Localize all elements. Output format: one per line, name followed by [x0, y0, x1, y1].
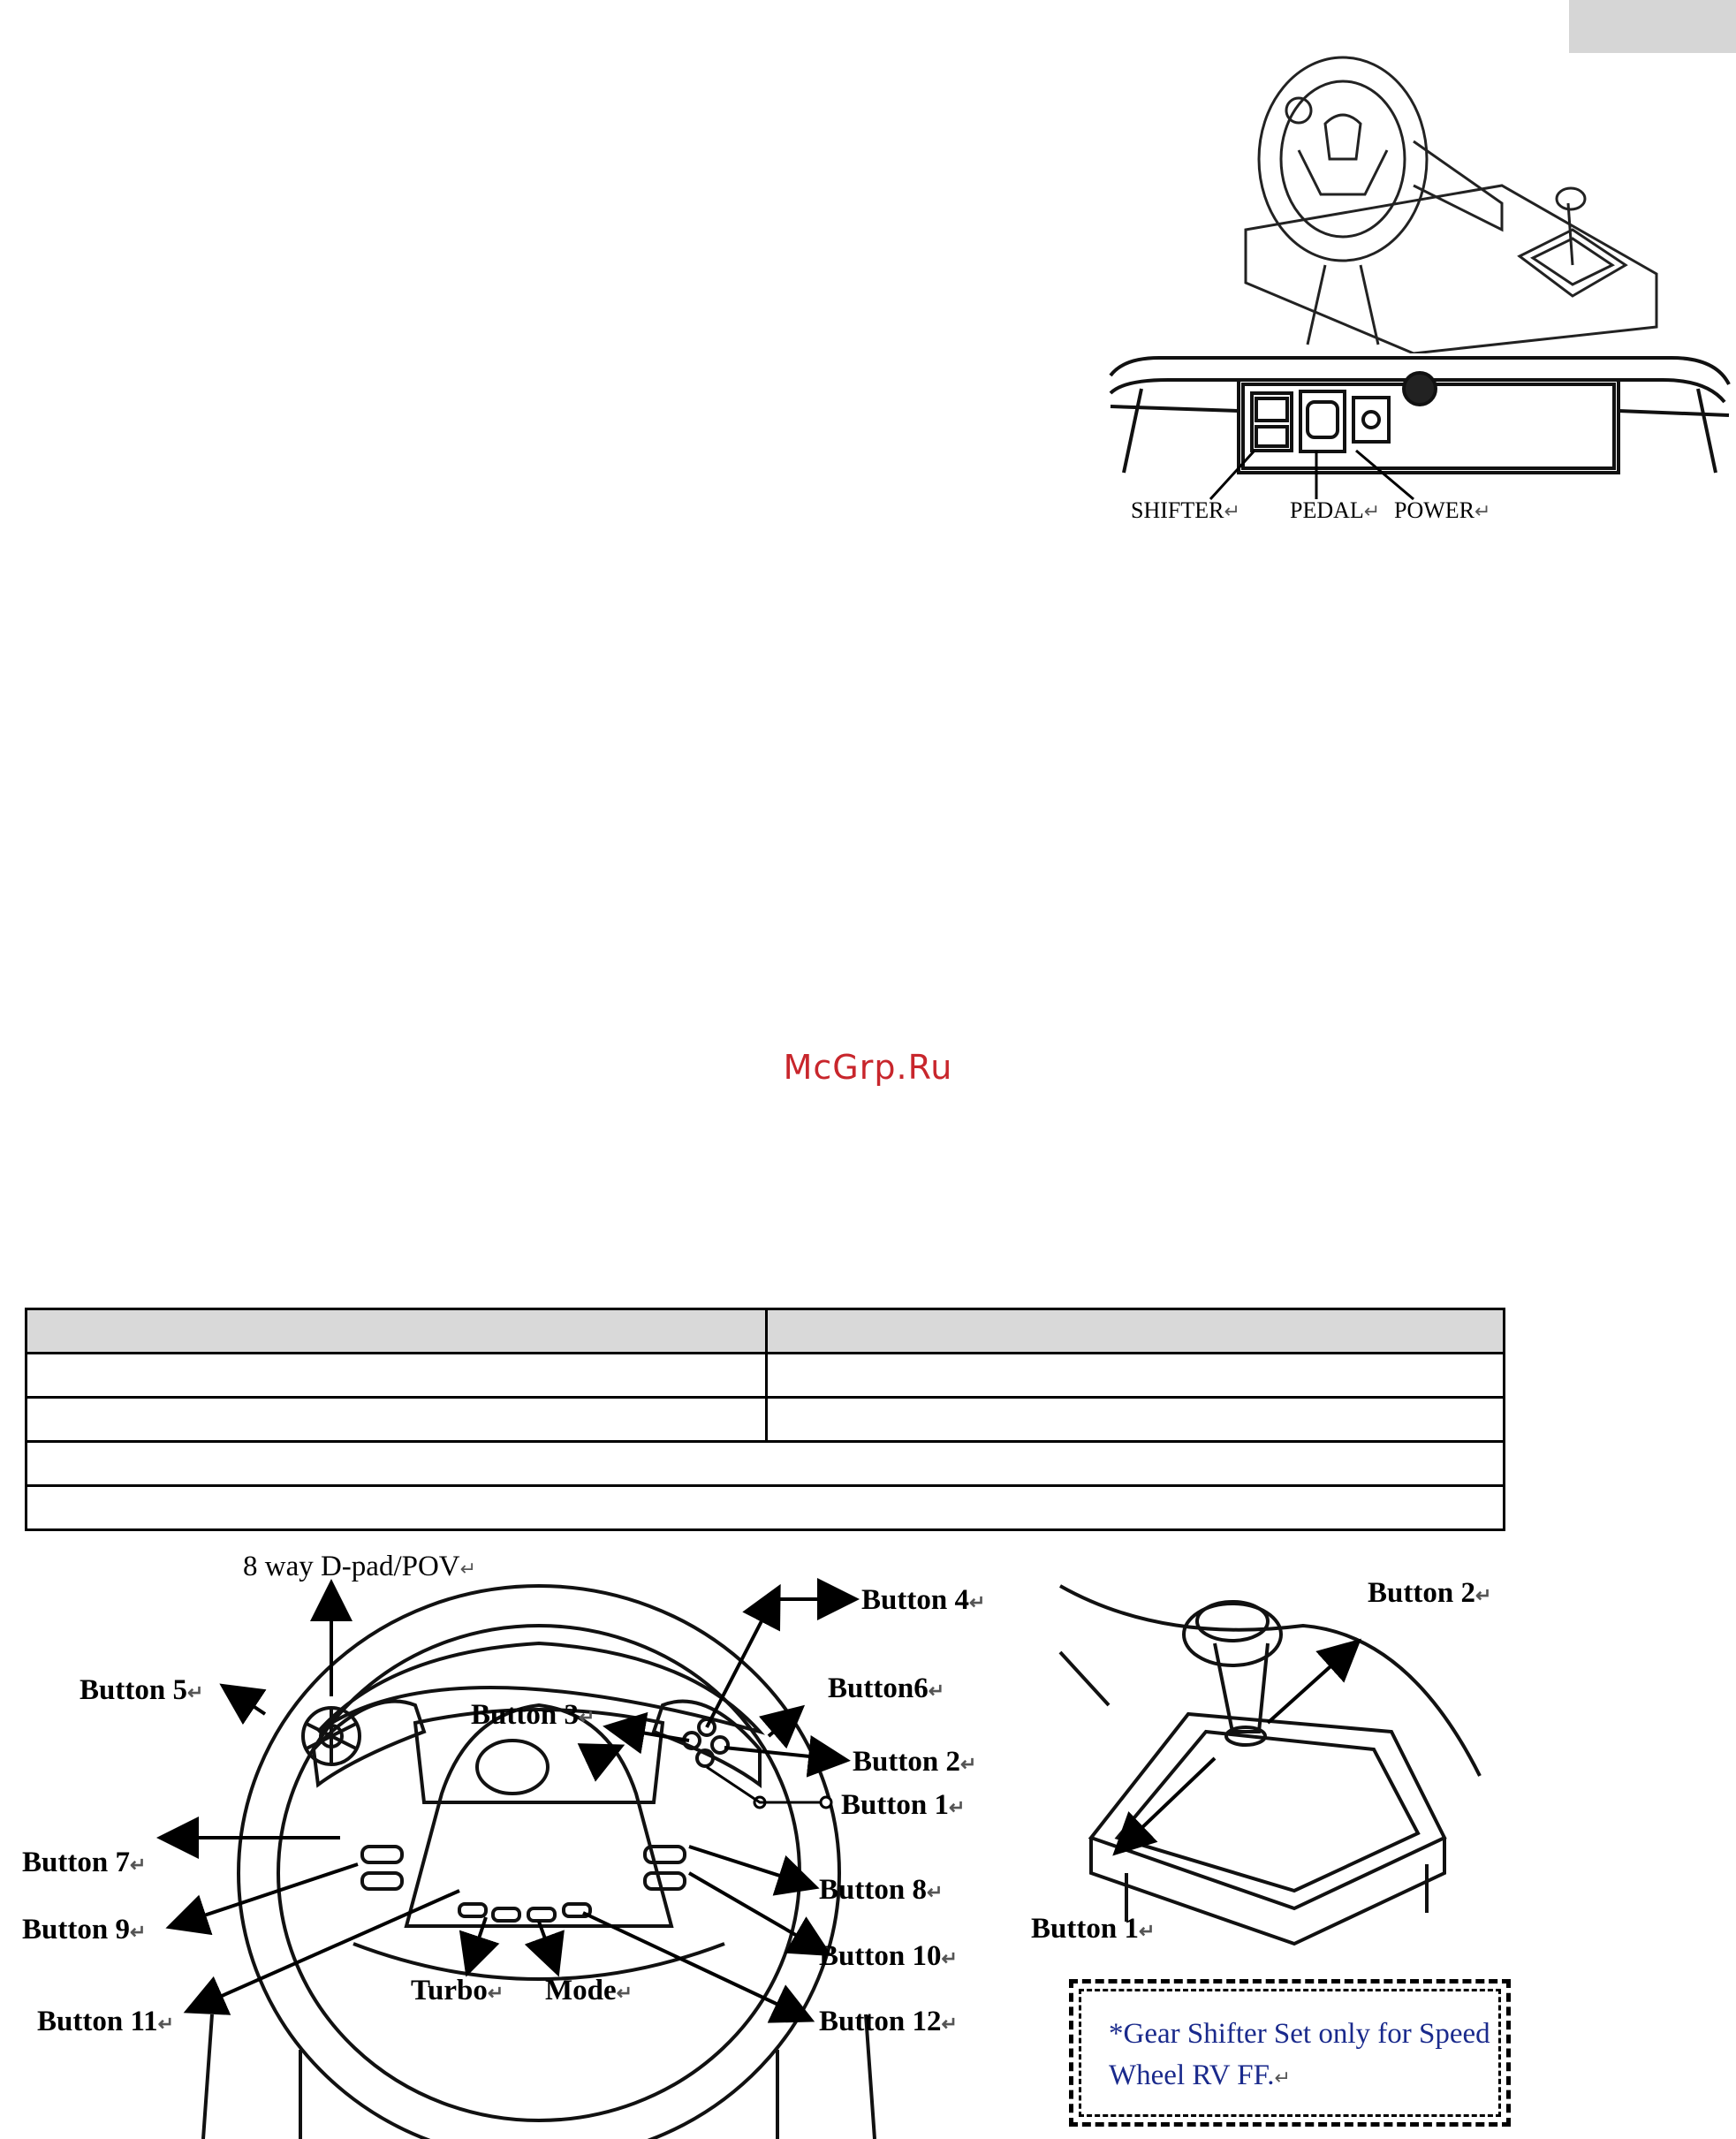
label-button-12: Button 12↵	[819, 2006, 958, 2037]
table-row	[27, 1442, 1505, 1486]
table-cell	[27, 1398, 767, 1442]
table-cell	[767, 1398, 1505, 1442]
label-button-7: Button 7↵	[22, 1847, 147, 1878]
page-tab	[1569, 0, 1736, 53]
label-mode: Mode↵	[545, 1975, 633, 2006]
table-cell	[27, 1442, 1505, 1486]
label-button-11: Button 11↵	[37, 2006, 175, 2037]
table-cell	[27, 1486, 1505, 1530]
label-button-8: Button 8↵	[819, 1874, 944, 1906]
steering-wheel-diagram	[0, 1555, 1060, 2139]
label-button-9: Button 9↵	[22, 1914, 147, 1946]
label-turbo: Turbo↵	[411, 1975, 504, 2006]
table-row	[27, 1486, 1505, 1530]
label-dpad: 8 way D-pad/POV↵	[243, 1551, 477, 1582]
label-button-3: Button 3↵	[471, 1699, 595, 1731]
label-button-1: Button 1↵	[841, 1789, 966, 1821]
label-button-6: Button6↵	[828, 1673, 945, 1704]
wheel-setup-illustration	[1237, 53, 1661, 353]
gear-shifter-note-box	[1069, 1979, 1511, 2127]
shifter-label-button-2: Button 2↵	[1368, 1577, 1492, 1609]
port-label-pedal: PEDAL↵	[1290, 497, 1381, 523]
table-cell	[27, 1354, 767, 1398]
port-leader-lines	[1202, 442, 1484, 504]
table-row	[27, 1309, 1505, 1354]
gear-shifter-note: *Gear Shifter Set only for Speed Wheel RV FF.↵	[1109, 2018, 1490, 2091]
port-label-power: POWER↵	[1394, 497, 1491, 523]
label-button-4: Button 4↵	[861, 1584, 986, 1616]
shifter-label-button-1: Button 1↵	[1031, 1913, 1156, 1945]
table-row	[27, 1398, 1505, 1442]
spec-table	[25, 1308, 1505, 1531]
table-row	[27, 1354, 1505, 1398]
port-label-shifter: SHIFTER↵	[1131, 497, 1240, 523]
label-button-5: Button 5↵	[80, 1674, 204, 1706]
label-button-10: Button 10↵	[819, 1940, 958, 1972]
table-cell	[27, 1309, 767, 1354]
label-button-2: Button 2↵	[853, 1746, 977, 1778]
gear-shifter-diagram	[1056, 1573, 1492, 1953]
table-cell	[767, 1354, 1505, 1398]
table-cell	[767, 1309, 1505, 1354]
watermark: McGrp.Ru	[783, 1048, 953, 1087]
